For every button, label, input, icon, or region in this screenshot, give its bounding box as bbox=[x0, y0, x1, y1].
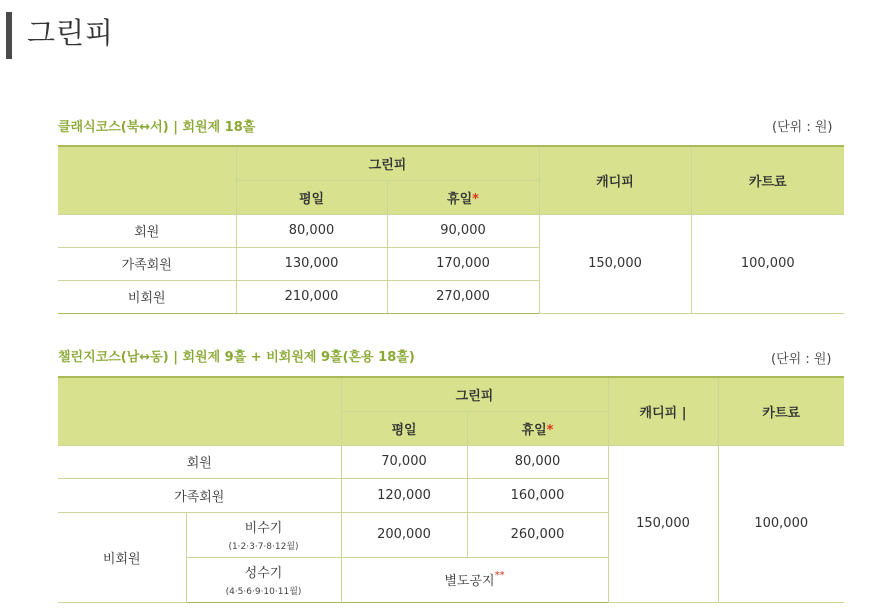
holiday-fee: 170,000 bbox=[387, 247, 539, 280]
table1-unit: (단위 : 원) bbox=[772, 120, 833, 135]
weekday-fee: 130,000 bbox=[236, 247, 387, 280]
header-blank bbox=[58, 377, 341, 445]
header-cart: 카트료 bbox=[718, 377, 844, 445]
header-greenfee: 그린피 bbox=[236, 146, 539, 180]
cart-fee: 100,000 bbox=[718, 445, 844, 602]
peak-season-note-text: 별도공지 bbox=[444, 574, 495, 589]
classic-course-fee-table bbox=[58, 145, 844, 314]
row-label-nonmember: 비회원 bbox=[58, 512, 186, 602]
row-label: 가족회원 bbox=[58, 478, 341, 512]
row-label: 회원 bbox=[58, 445, 341, 478]
caddie-fee: 150,000 bbox=[539, 214, 691, 313]
holiday-mark: * bbox=[546, 422, 554, 438]
holiday-fee: 80,000 bbox=[467, 445, 608, 478]
header-weekday: 평일 bbox=[236, 180, 387, 214]
holiday-fee: 160,000 bbox=[467, 478, 608, 512]
title-accent-bar bbox=[6, 12, 12, 59]
holiday-fee: 270,000 bbox=[387, 280, 539, 313]
row-label: 비회원 bbox=[58, 280, 236, 313]
table-row bbox=[58, 445, 844, 478]
holiday-fee: 90,000 bbox=[387, 214, 539, 247]
holiday-fee: 260,000 bbox=[467, 512, 608, 557]
header-weekday: 평일 bbox=[341, 411, 467, 445]
page-title: 그린피 bbox=[27, 16, 115, 50]
table2-unit: (단위 : 원) bbox=[771, 352, 832, 367]
table2-caption: 챌린지코스(남↔동) | 회원제 9홀 + 비회원제 9홀(혼용 18홀) bbox=[58, 350, 415, 365]
peak-season-label: 성수기 bbox=[244, 566, 283, 581]
holiday-mark: * bbox=[472, 191, 479, 207]
caddie-fee: 150,000 bbox=[608, 445, 718, 602]
table1-caption: 클래식코스(북↔서) | 회원제 18홀 bbox=[58, 120, 256, 135]
weekday-fee: 200,000 bbox=[341, 512, 467, 557]
weekday-fee: 120,000 bbox=[341, 478, 467, 512]
peak-season-months: (4·5·6·9·10·11월) bbox=[225, 587, 302, 597]
header-holiday bbox=[387, 180, 539, 214]
note-mark: ** bbox=[494, 570, 505, 581]
off-season-months: (1·2·3·7·8·12월) bbox=[228, 542, 299, 552]
row-label: 회원 bbox=[58, 214, 236, 247]
challenge-course-fee-table bbox=[58, 376, 844, 603]
header-holiday-label: 휴일 bbox=[447, 191, 473, 207]
off-season-cell bbox=[186, 512, 341, 557]
peak-season-cell bbox=[186, 557, 341, 602]
header-cart: 카트료 bbox=[691, 146, 844, 214]
header-holiday bbox=[467, 411, 608, 445]
header-blank bbox=[58, 146, 236, 214]
header-holiday-label: 휴일 bbox=[521, 422, 547, 438]
header-greenfee: 그린피 bbox=[341, 377, 608, 411]
off-season-label: 비수기 bbox=[244, 521, 283, 536]
peak-season-note bbox=[341, 557, 608, 602]
table-row bbox=[58, 214, 844, 247]
header-caddie: 캐디피 | bbox=[608, 377, 718, 445]
weekday-fee: 70,000 bbox=[341, 445, 467, 478]
row-label: 가족회원 bbox=[58, 247, 236, 280]
header-caddie: 캐디피 bbox=[539, 146, 691, 214]
cart-fee: 100,000 bbox=[691, 214, 844, 313]
weekday-fee: 210,000 bbox=[236, 280, 387, 313]
weekday-fee: 80,000 bbox=[236, 214, 387, 247]
